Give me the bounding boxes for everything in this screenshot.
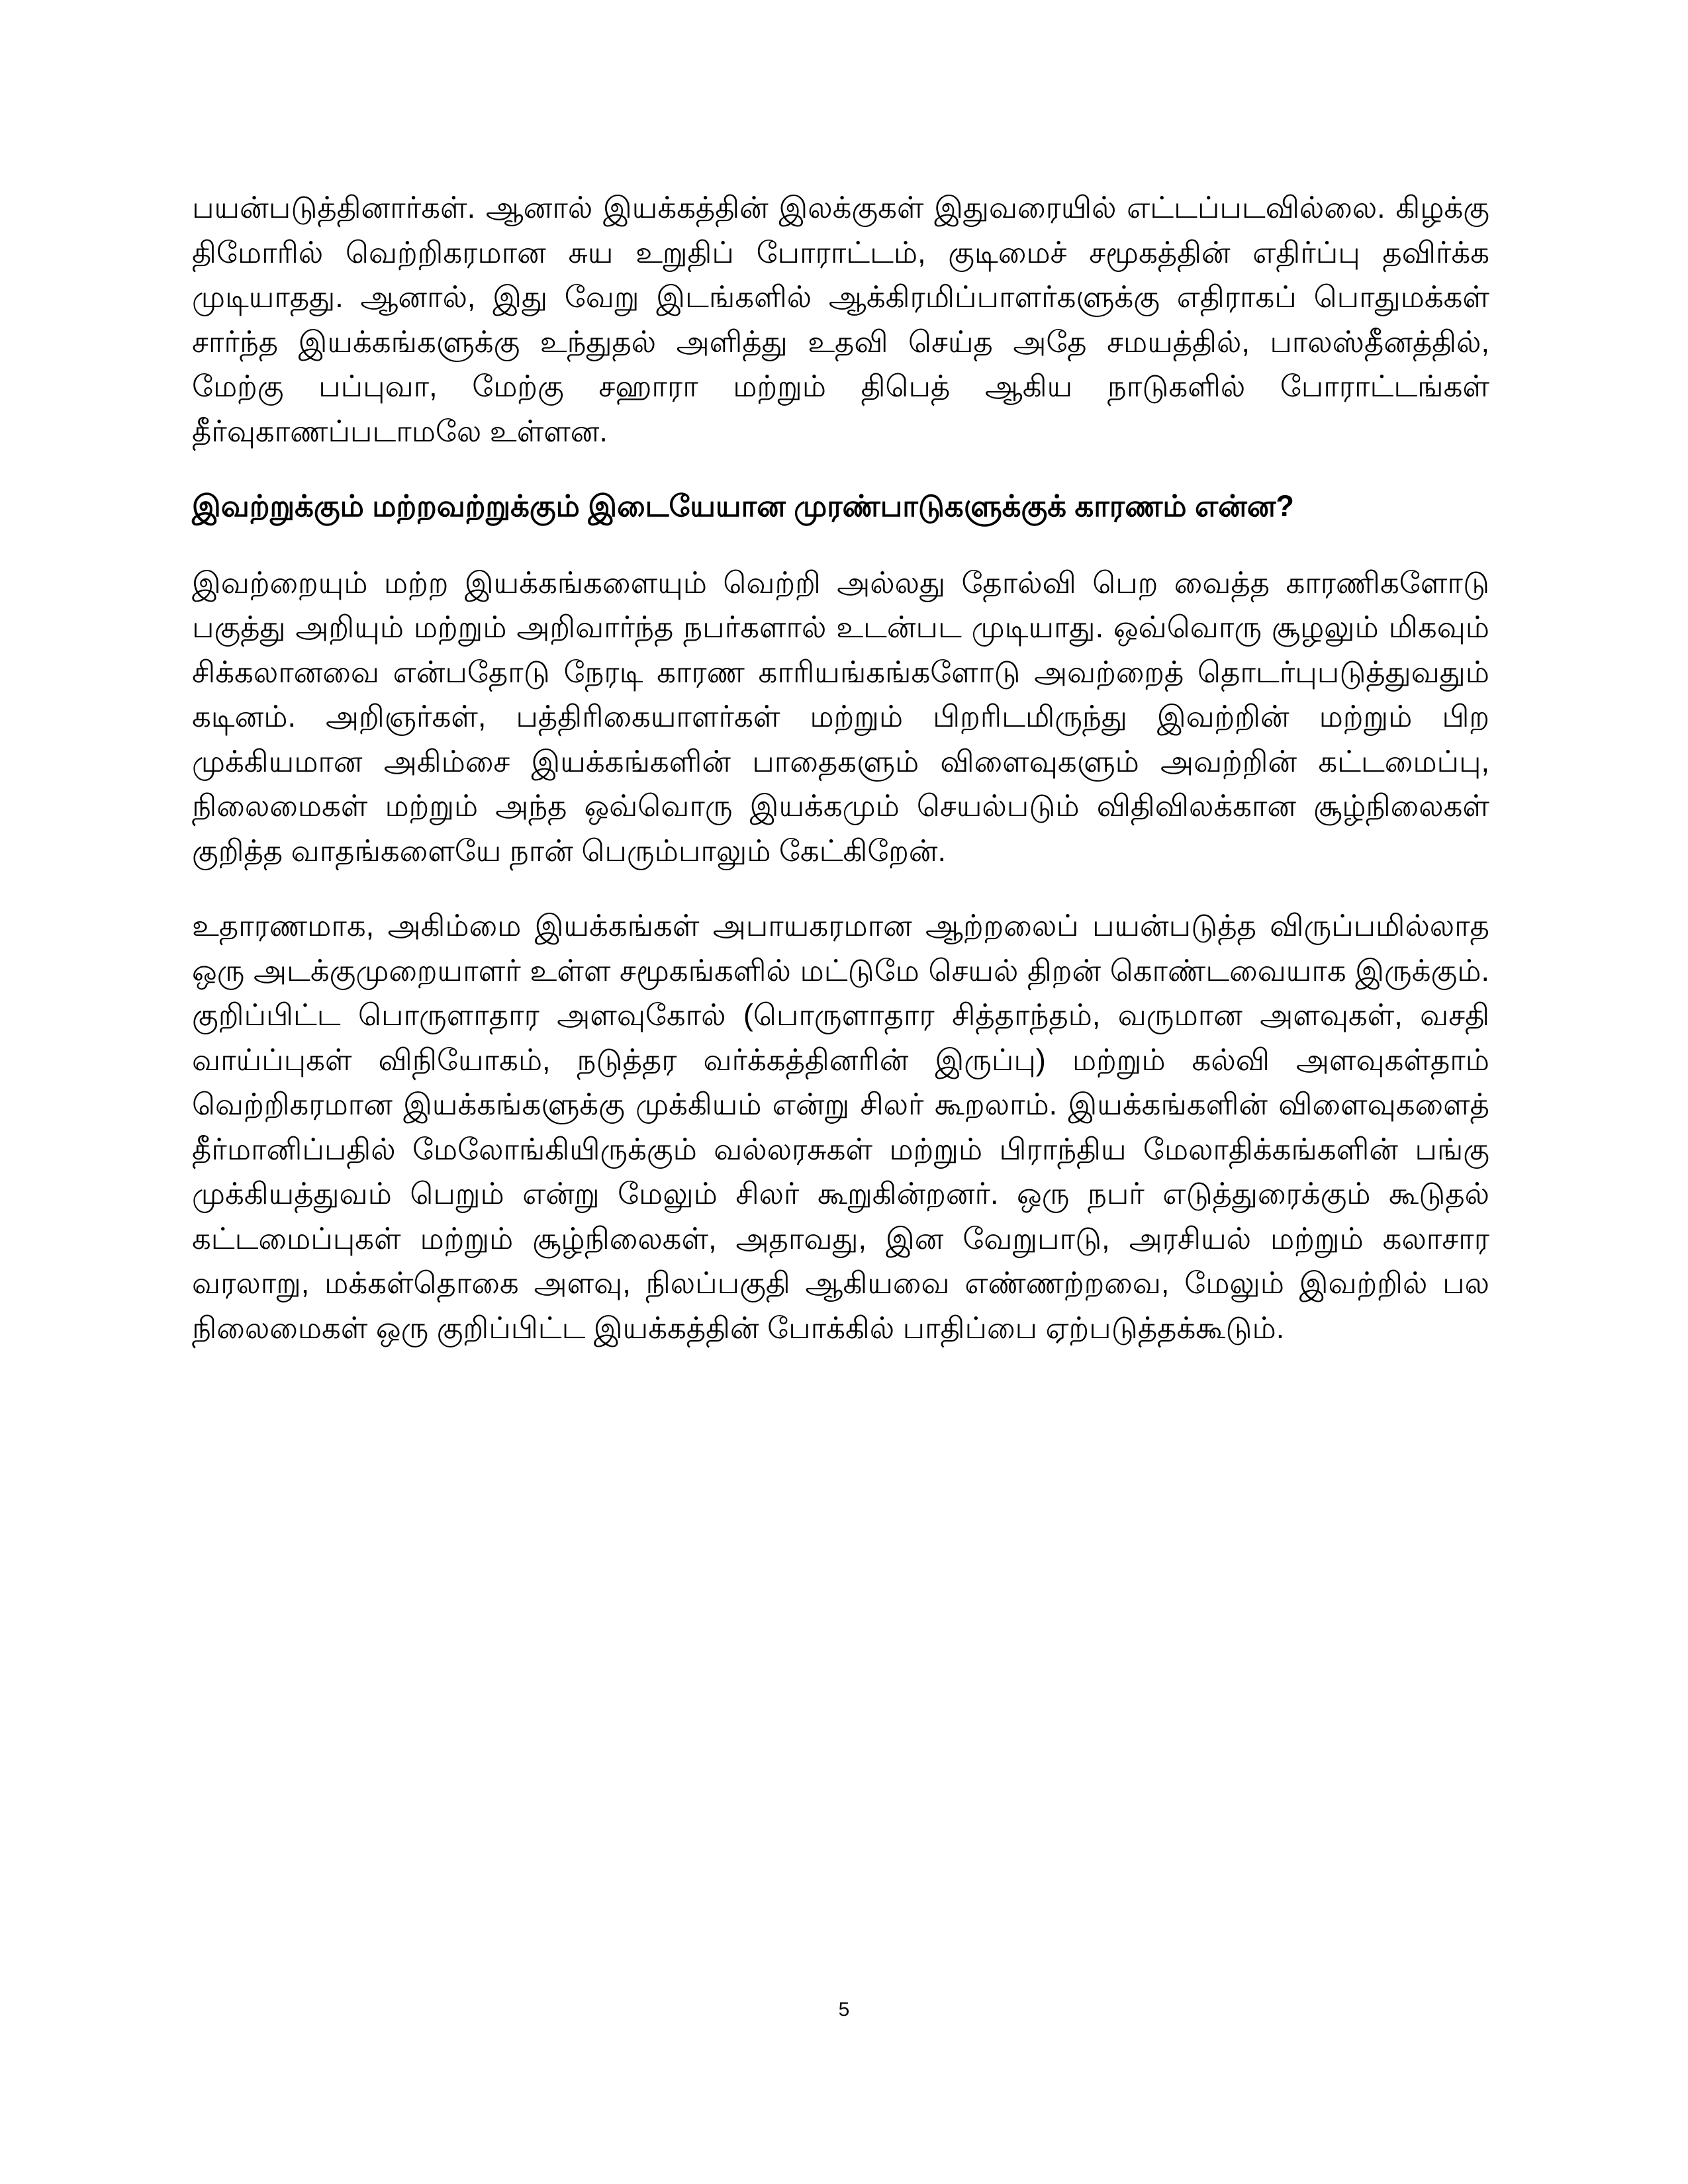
paragraph-3: உதாரணமாக, அகிம்மை இயக்கங்கள் அபாயகரமான ஆற்றலைப் பயன்படுத்த விருப்பமில்லாத ஒரு அடக்குமுறையாளர் உள்ள சமூகங்களில் மட்டுமே செயல் திறன் கொண்டவையாக இருக்கும். குறிப்பிட்ட பொருளாதார அளவுகோல் (பொருளாதார சித்தாந்தம், வருமான அளவுகள், வசதி வாய்ப்புகள் விநியோகம், நடுத்தர வர்க்கத்தினரின் இருப்பு) மற்றும் கல்வி அளவுகள்தாம் வெற்றிகரமான இயக்கங்களுக்கு முக்கியம் என்று சிலர் கூறலாம். இயக்கங்களின் விளைவுகளைத் தீர்மானிப்பதில் மேலோங்கியிருக்கும் வல்லரசுகள் மற்றும் பிராந்திய மேலாதிக்கங்களின் பங்கு முக்கியத்துவம் பெறும் என்று மேலும் சிலர் கூறுகின்றனர். ஒரு நபர் எடுத்துரைக்கும் கூடுதல் கட்டமைப்புகள் மற்றும் சூழ்நிலைகள், அதாவது, இன வேறுபாடு, அரசியல் மற்றும் கலாசார வரலாறு, மக்கள்தொகை அளவு, நிலப்பகுதி ஆகியவை எண்ணற்றவை, மேலும் இவற்றில் பல நிலைமைகள் ஒரு குறிப்பிட்ட இயக்கத்தின் போக்கில் பாதிப்பை ஏற்படுத்தக்கூடும். bbox=[192, 909, 1489, 1345]
section-heading: இவற்றுக்கும் மற்றவற்றுக்கும் இடையேயான முரண்பாடுகளுக்குக் காரணம் என்ன? bbox=[192, 489, 1294, 523]
paragraph-2: இவற்றையும் மற்ற இயக்கங்களையும் வெற்றி அல்லது தோல்வி பெற வைத்த காரணிகளோடு பகுத்து அறியும் மற்றும் அறிவார்ந்த நபர்களால் உடன்பட முடியாது. ஒவ்வொரு சூழலும் மிகவும் சிக்கலானவை என்பதோடு நேரடி காரண காரியங்கங்களோடு அவற்றைத் தொடர்புபடுத்துவதும் கடினம். அறிஞர்கள், பத்திரிகையாளர்கள் மற்றும் பிறரிடமிருந்து இவற்றின் மற்றும் பிற முக்கியமான அகிம்சை இயக்கங்களின் பாதைகளும் விளைவுகளும் அவற்றின் கட்டமைப்பு, நிலைமைகள் மற்றும் அந்த ஒவ்வொரு இயக்கமும் செயல்படும் விதிவிலக்கான சூழ்நிலைகள் குறித்த வாதங்களையே நான் பெரும்பாலும் கேட்கிறேன். bbox=[192, 565, 1489, 868]
page-number: 5 bbox=[838, 1999, 850, 2021]
paragraph-1: பயன்படுத்தினார்கள். ஆனால் இயக்கத்தின் இலக்குகள் இதுவரையில் எட்டப்படவில்லை. கிழக்கு திமோரில் வெற்றிகரமான சுய உறுதிப் போராட்டம், குடிமைச் சமூகத்தின் எதிர்ப்பு தவிர்க்க முடியாதது. ஆனால், இது வேறு இடங்களில் ஆக்கிரமிப்பாளர்களுக்கு எதிராகப் பொதுமக்கள் சார்ந்த இயக்கங்களுக்கு உந்துதல் அளித்து உதவி செய்த அதே சமயத்தில், பாலஸ்தீனத்தில், மேற்கு பப்புவா, மேற்கு சஹாரா மற்றும் திபெத் ஆகிய நாடுகளில் போராட்டங்கள் தீர்வுகாணப்படாமலே உள்ளன. bbox=[192, 191, 1489, 448]
document-body bbox=[192, 185, 1489, 1350]
